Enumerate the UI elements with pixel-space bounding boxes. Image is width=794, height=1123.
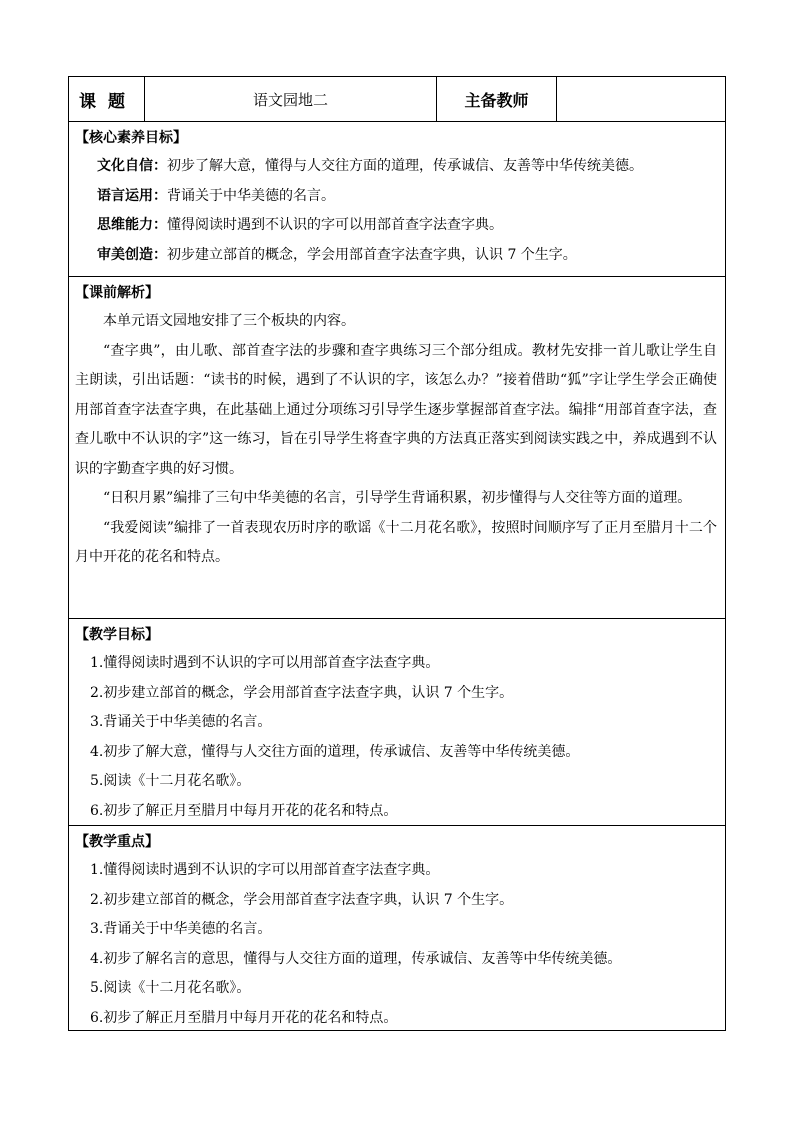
lesson-title: 语文园地二	[145, 77, 437, 121]
header-row	[69, 77, 725, 122]
section-title: 【课前解析】	[75, 285, 159, 301]
analysis-paragraph: 本单元语文园地安排了三个板块的内容。	[103, 313, 355, 329]
core-goal-text: 初步了解大意，懂得与人交往方面的道理，传承诚信、友善等中华传统美德。	[167, 158, 643, 174]
analysis-paragraph: “查字典”，由儿歌、部首查字法的步骤和查字典练习三个部分组成。教材先安排一首儿歌让学生自主朗读，引出话题：“读书的时候，遇到了不认识的字，该怎么办？”接着借助“狐”字让学生学会正确使用部首查字法查字典，在此基础上通过分项练习引导学生逐步掌握部首查字法。编排“用部首查字法，查查儿歌中不认识的字”这一练习，旨在引导学生将查字典的方法真正落实到阅读实践之中，养成遇到不认识的字勤查字典的好习惯。	[75, 342, 717, 477]
teaching-key-points-section	[69, 826, 725, 1030]
objective-item: 4.初步了解大意，懂得与人交往方面的道理，传承诚信、友善等中华传统美德。	[90, 743, 580, 760]
topic-label: 课题	[69, 77, 145, 121]
core-goal-item	[75, 241, 717, 271]
core-goal-label: 语言运用：	[97, 187, 167, 204]
objective-item: 6.初步了解正月至腊月中每月开花的花名和特点。	[90, 802, 398, 819]
objective-item: 3.背诵关于中华美德的名言。	[90, 714, 272, 730]
section-title: 【教学目标】	[75, 627, 159, 643]
core-goal-text: 背诵关于中华美德的名言。	[167, 187, 335, 204]
core-goal-item	[75, 211, 717, 241]
key-point-item: 4.初步了解名言的意思，懂得与人交往方面的道理，传承诚信、友善等中华传统美德。	[90, 950, 622, 967]
key-point-item: 1.懂得阅读时遇到不认识的字可以用部首查字法查字典。	[90, 862, 440, 878]
lesson-plan-table	[68, 76, 726, 1031]
objective-item: 1.懂得阅读时遇到不认识的字可以用部首查字法查字典。	[90, 655, 440, 671]
analysis-paragraph: “我爱阅读”编排了一首表现农历时序的歌谣《十二月花名歌》，按照时间顺序写了正月至腊月十二个月中开花的花名和特点。	[75, 519, 717, 565]
key-point-item: 6.初步了解正月至腊月中每月开花的花名和特点。	[90, 1009, 398, 1026]
teaching-objectives-section	[69, 619, 725, 826]
core-goals-section	[69, 122, 725, 277]
core-goal-text: 初步建立部首的概念，学会用部首查字法查字典，认识 7 个生字。	[167, 246, 577, 263]
core-goal-label: 审美创造：	[97, 246, 167, 263]
core-goal-item	[75, 182, 717, 212]
pre-lesson-analysis-section	[69, 277, 725, 619]
core-goal-item	[75, 152, 717, 182]
teacher-label: 主备教师	[437, 77, 557, 121]
teacher-value	[557, 77, 725, 121]
section-title: 【核心素养目标】	[75, 130, 187, 146]
analysis-paragraph: “日积月累”编排了三句中华美德的名言，引导学生背诵积累，初步懂得与人交往等方面的道理。	[103, 490, 692, 506]
core-goal-label: 思维能力：	[97, 217, 167, 233]
section-title: 【教学重点】	[75, 834, 159, 850]
key-point-item: 3.背诵关于中华美德的名言。	[90, 921, 272, 937]
objective-item: 5.阅读《十二月花名歌》。	[90, 773, 251, 789]
core-goal-label: 文化自信：	[97, 158, 167, 174]
key-point-item: 2.初步建立部首的概念，学会用部首查字法查字典，认识 7 个生字。	[90, 891, 514, 908]
core-goal-text: 懂得阅读时遇到不认识的字可以用部首查字法查字典。	[167, 217, 503, 233]
objective-item: 2.初步建立部首的概念，学会用部首查字法查字典，认识 7 个生字。	[90, 684, 514, 701]
key-point-item: 5.阅读《十二月花名歌》。	[90, 980, 251, 996]
